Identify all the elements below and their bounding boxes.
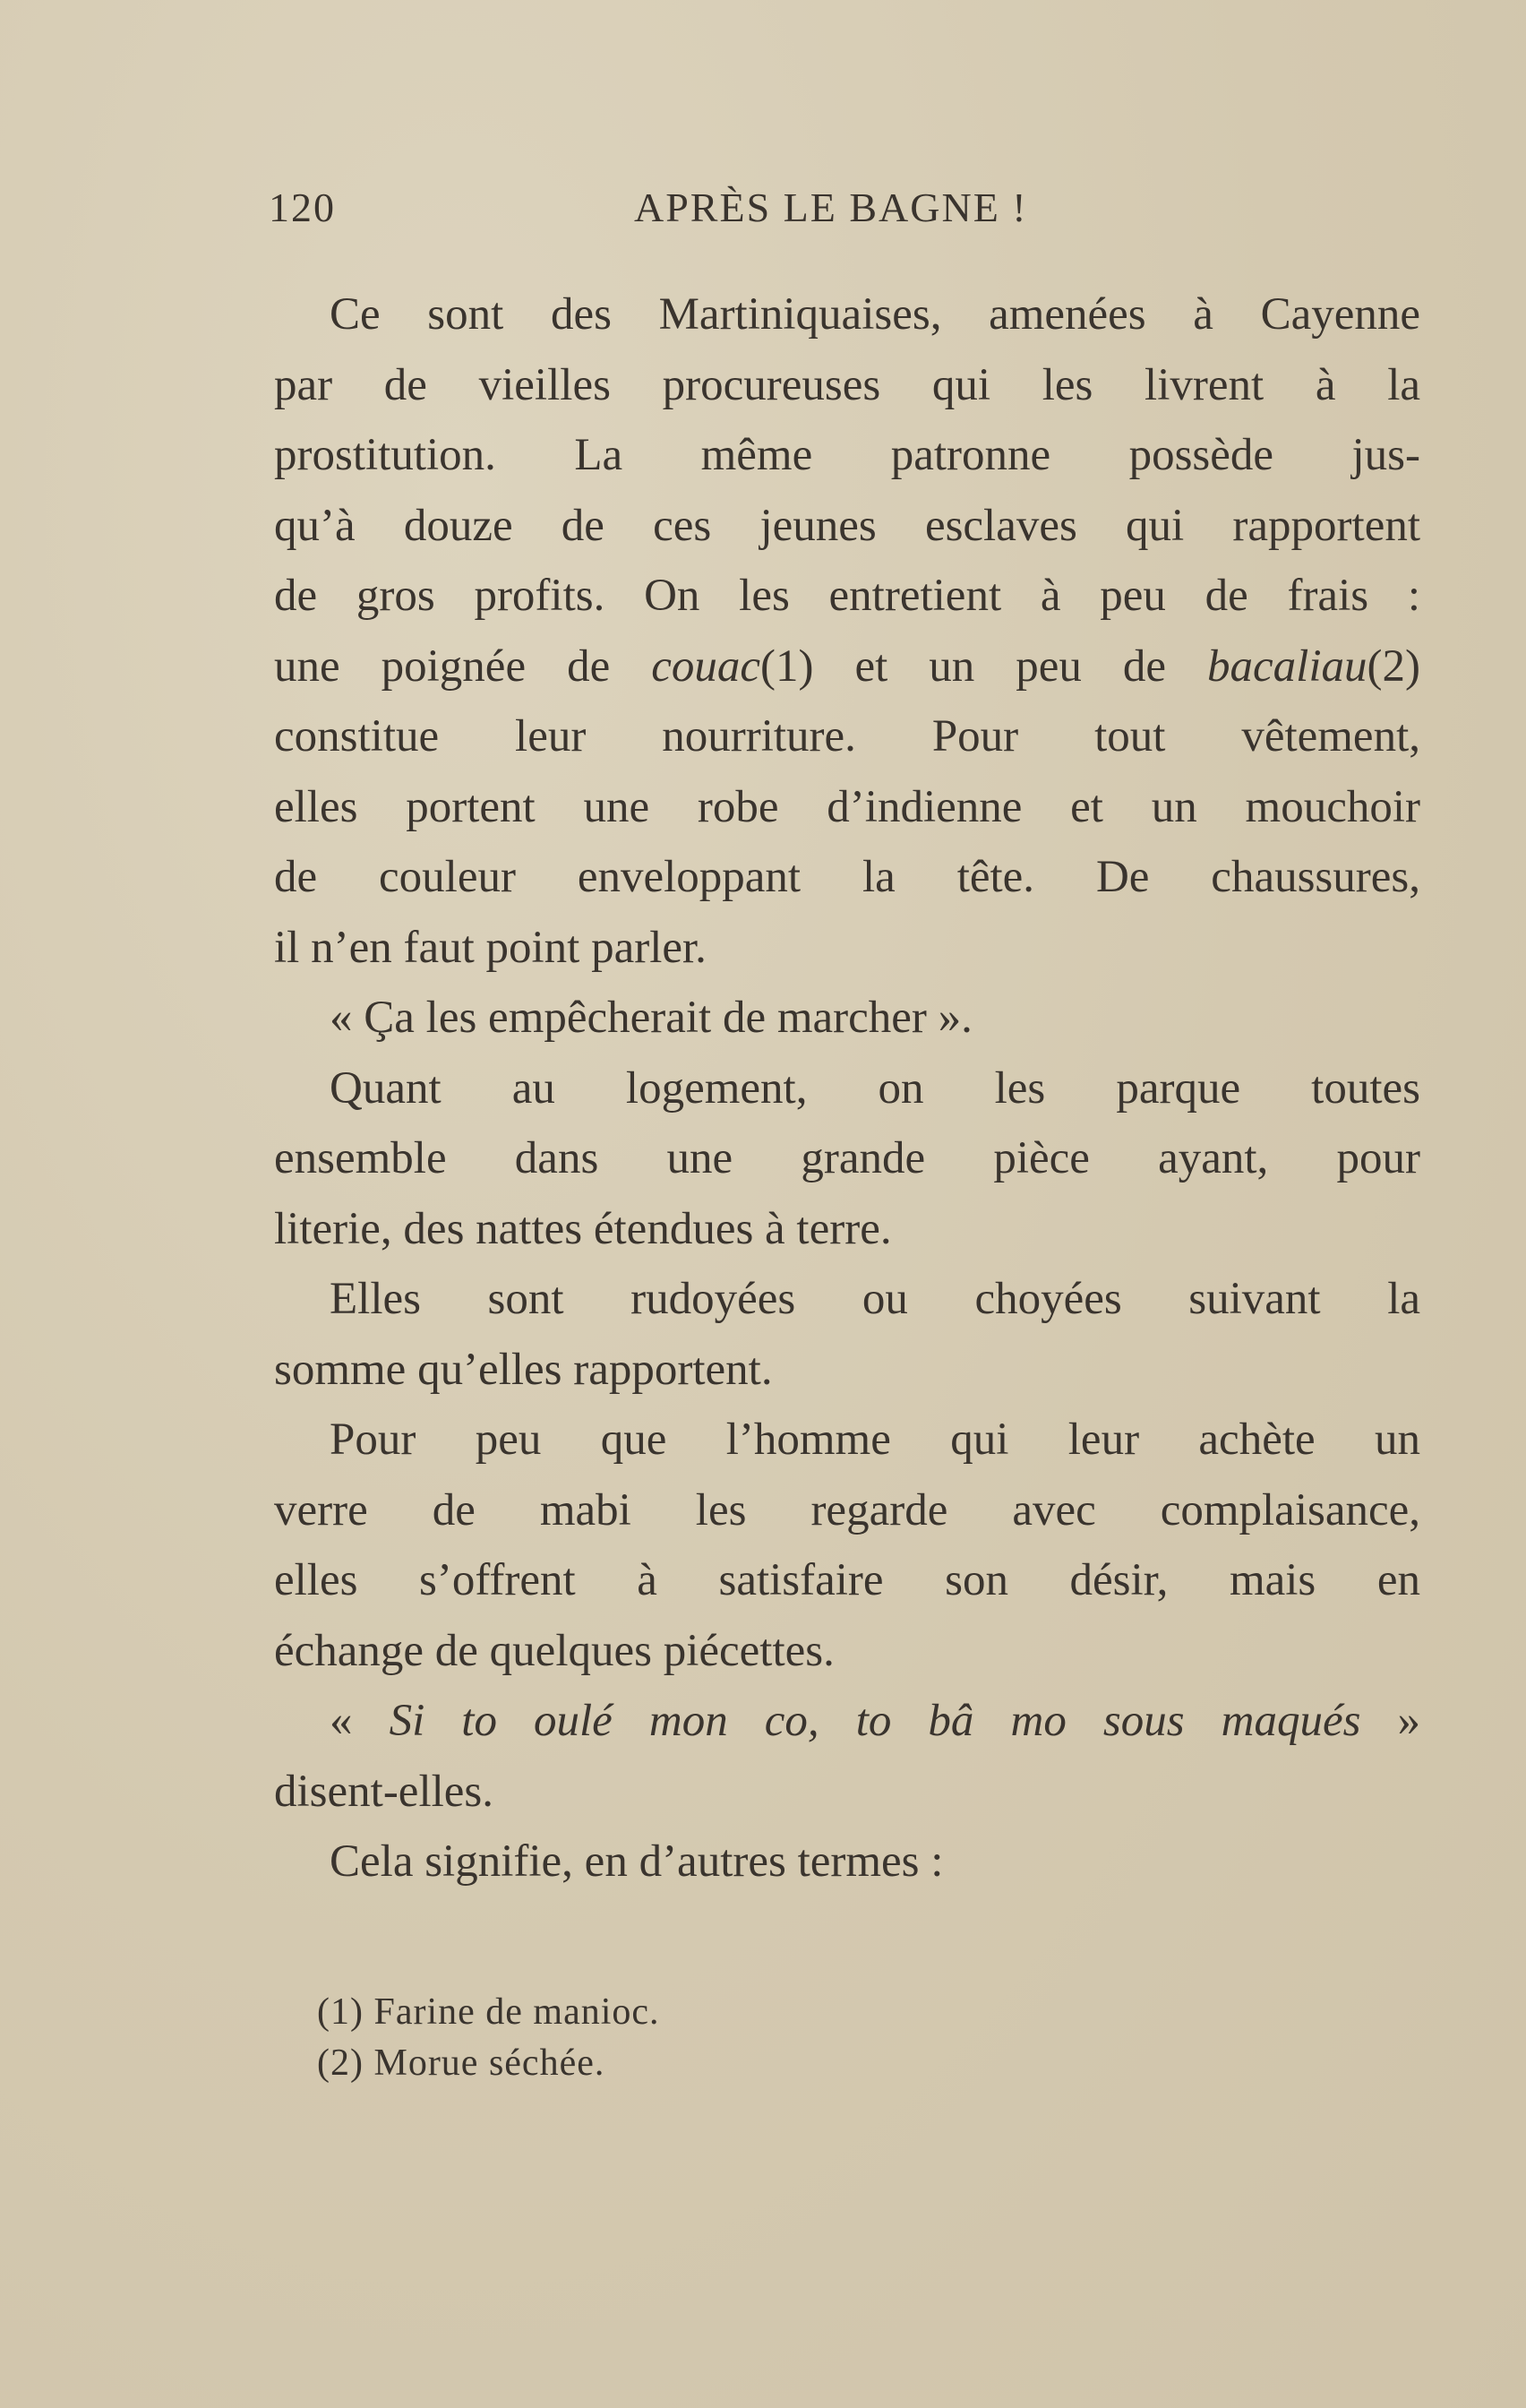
text-line: il n’en faut point parler. bbox=[274, 922, 707, 973]
text-line: elles s’offrent à satisfaire son désir, mais en bbox=[274, 1555, 1420, 1605]
text-line: disent-elles. bbox=[274, 1766, 494, 1817]
page-header bbox=[269, 184, 1424, 237]
quote-close: » bbox=[1360, 1696, 1421, 1746]
footnote-ref: (1) et un peu de bbox=[760, 641, 1208, 692]
text-line: constitue leur nourriture. Pour tout vêtement, bbox=[274, 711, 1420, 761]
page-number: 120 bbox=[269, 185, 336, 230]
footnote-ref: (2) bbox=[1367, 641, 1420, 692]
text-line: somme qu’elles rapportent. bbox=[274, 1344, 773, 1395]
text-line: Ce sont des Martiniquaises, amenées à Cayenne bbox=[330, 289, 1420, 340]
text-line: verre de mabi les regarde avec complaisance, bbox=[274, 1484, 1420, 1535]
body-text bbox=[274, 280, 1420, 1897]
footnote: (2) Morue séchée. bbox=[317, 2042, 605, 2084]
text-line bbox=[274, 632, 1420, 702]
text-line: par de vieilles procureuses qui les livrent à la bbox=[274, 359, 1420, 410]
quote-open: « bbox=[330, 1696, 390, 1746]
text-line: échange de quelques piécettes. bbox=[274, 1625, 835, 1676]
italic-term: bacaliau bbox=[1207, 641, 1367, 692]
creole-quote: Si to oulé mon co, to bâ mo sous maqués bbox=[389, 1696, 1361, 1746]
text-line: de couleur enveloppant la tête. De chaussures, bbox=[274, 852, 1420, 902]
text-line: elles portent une robe d’indienne et un mouchoir bbox=[274, 781, 1420, 832]
text-line: de gros profits. On les entretient à peu de frais : bbox=[274, 571, 1420, 621]
text-line: « Ça les empêcherait de marcher ». bbox=[330, 993, 973, 1043]
text-line: Quant au logement, on les parque toutes bbox=[330, 1062, 1420, 1114]
footnote: (1) Farine de manioc. bbox=[317, 1991, 660, 2033]
text-line: Cela signifie, en d’autres termes : bbox=[330, 1836, 944, 1887]
text-line: ensemble dans une grande pièce ayant, pour bbox=[274, 1133, 1420, 1183]
text-line: Pour peu que l’homme qui leur achète un bbox=[330, 1415, 1420, 1465]
footnotes bbox=[317, 1987, 1123, 2089]
italic-term: couac bbox=[651, 641, 760, 692]
running-title: APRÈS LE BAGNE ! bbox=[634, 185, 1028, 230]
text-line bbox=[274, 1686, 1420, 1757]
text-line: qu’à douze de ces jeunes esclaves qui rapportent bbox=[274, 500, 1420, 551]
text-run: une poignée de bbox=[274, 641, 652, 692]
text-line: Elles sont rudoyées ou choyées suivant la bbox=[330, 1274, 1420, 1324]
text-line: literie, des nattes étendues à terre. bbox=[274, 1203, 892, 1254]
text-line: prostitution. La même patronne possède jus- bbox=[274, 430, 1420, 480]
